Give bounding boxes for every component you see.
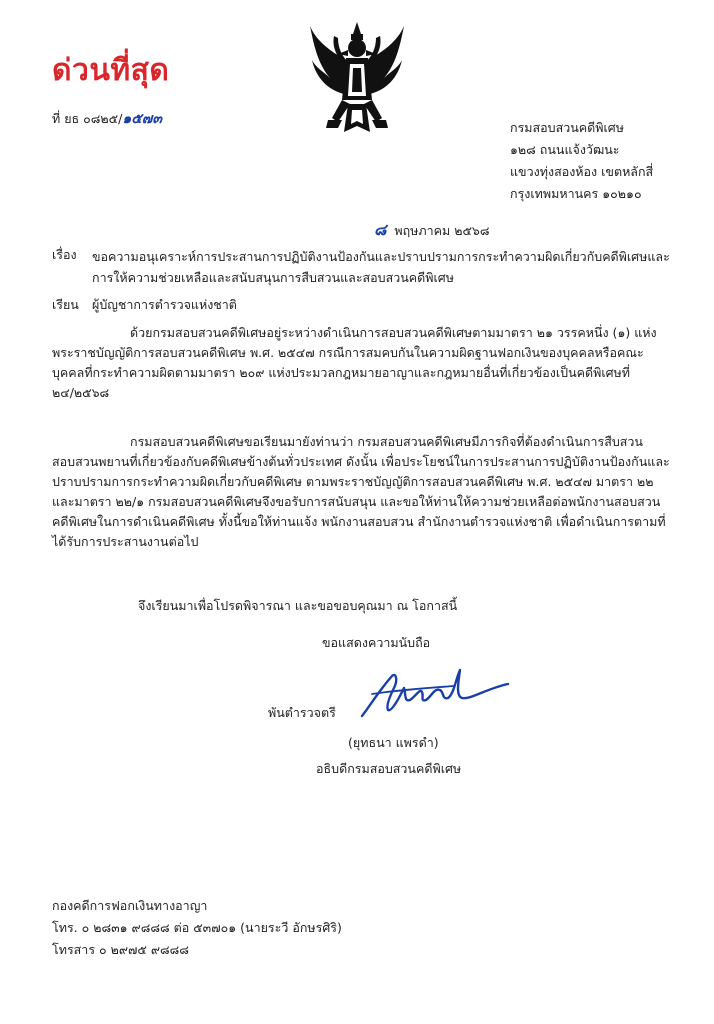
signatory-name: (ยุทธนา แพรดำ) [348, 735, 439, 750]
body-paragraph-1 [52, 323, 672, 403]
address-line-street: ๑๒๘ ถนนแจ้งวัฒนะ [510, 142, 620, 157]
recipient-text: ผู้บัญชาการตำรวจแห่งชาติ [92, 297, 237, 312]
garuda-emblem-icon [308, 20, 406, 138]
date-day-handwritten: ๘ [374, 220, 387, 239]
letter-date [374, 218, 490, 243]
address-line-district: แขวงทุ่งสองห้อง เขตหลักสี่ [510, 164, 654, 179]
recipient-label: เรียน [52, 297, 79, 312]
footer-fax: โทรสาร ๐ ๒๙๗๕ ๙๘๘๘ [52, 942, 189, 957]
subject-label: เรื่อง [52, 247, 77, 262]
signatory-position: อธิบดีกรมสอบสวนคดีพิเศษ [316, 761, 462, 776]
urgent-stamp: ด่วนที่สุด [52, 53, 170, 88]
footer-division: กองคดีการฟอกเงินทางอาญา [52, 898, 208, 913]
signatory-rank: พันตำรวจตรี [268, 705, 336, 720]
body-paragraph-2 [52, 432, 672, 552]
closing-salutation: ขอแสดงความนับถือ [322, 635, 431, 650]
reference-prefix: ที่ ยธ ๐๘๒๕/ [52, 111, 123, 126]
date-month-year: พฤษภาคม ๒๕๖๘ [394, 223, 490, 238]
sender-address [510, 117, 653, 205]
footer-contact [52, 895, 342, 961]
handwritten-signature [358, 666, 518, 720]
address-line-department: กรมสอบสวนคดีพิเศษ [510, 120, 624, 135]
address-line-city: กรุงเทพมหานคร ๑๐๒๑๐ [510, 186, 642, 201]
body-paragraph-2-text: กรมสอบสวนคดีพิเศษขอเรียนมายังท่านว่า กรมสอบสวนคดีพิเศษมีภารกิจที่ต้องดำเนินการสืบสวนสอบสวนพยานที่เกี่ยวข้องกับคดีพิเศษข้างต้นทั่วประเทศ ดังนั้น เพื่อประโยชน์ในการประสานการปฏิบัติงานป้องกันและปราบปรามการกระทำความผิดเกี่ยวกับคดีพิเศษ ตามพระราชบัญญัติการสอบสวนคดีพิเศษ พ.ศ. ๒๕๔๗ มาตรา ๒๒ และมาตรา ๒๒/๑ กรมสอบสวนคดีพิเศษจึงขอรับการสนับสนุน และขอให้ท่านให้ความช่วยเหลือต่อพนักงานสอบสวนคดีพิเศษในการดำเนินคดีพิเศษ ทั้งนี้ขอให้ท่านแจ้ง พนักงานสอบสวน สำนักงานตำรวจแห่งชาติ เพื่อดำเนินการตามที่ได้รับการประสานงานต่อไป [52, 434, 670, 549]
body-paragraph-3: จึงเรียนมาเพื่อโปรดพิจารณา และขอขอบคุณมา ณ โอกาสนี้ [138, 598, 458, 613]
body-paragraph-1-text: ด้วยกรมสอบสวนคดีพิเศษอยู่ระหว่างดำเนินการสอบสวนคดีพิเศษตามมาตรา ๒๑ วรรคหนึ่ง (๑) แห่งพระราชบัญญัติการสอบสวนคดีพิเศษ พ.ศ. ๒๕๔๗ กรณีการสมคบกันในความผิดฐานฟอกเงินของบุคคลหรือคณะบุคคลที่กระทำความผิดตามมาตรา ๒๐๙ แห่งประมวลกฎหมายอาญาและกฎหมายอื่นที่เกี่ยวข้องเป็นคดีพิเศษที่ ๒๔/๒๕๖๘ [52, 325, 657, 400]
footer-phone: โทร. ๐ ๒๘๓๑ ๙๘๘๘ ต่อ ๕๓๗๐๑ (นายระวี อักษรศิริ) [52, 920, 342, 935]
reference-number [52, 108, 162, 130]
subject-text: ขอความอนุเคราะห์การประสานการปฏิบัติงานป้องกันและปราบปรามการกระทำความผิดเกี่ยวกับคดีพิเศษและการให้ความช่วยเหลือและสนับสนุนการสืบสวนและสอบสวนคดีพิเศษ [92, 249, 670, 285]
reference-handwritten-number: ๑๕๗๓ [122, 111, 162, 127]
